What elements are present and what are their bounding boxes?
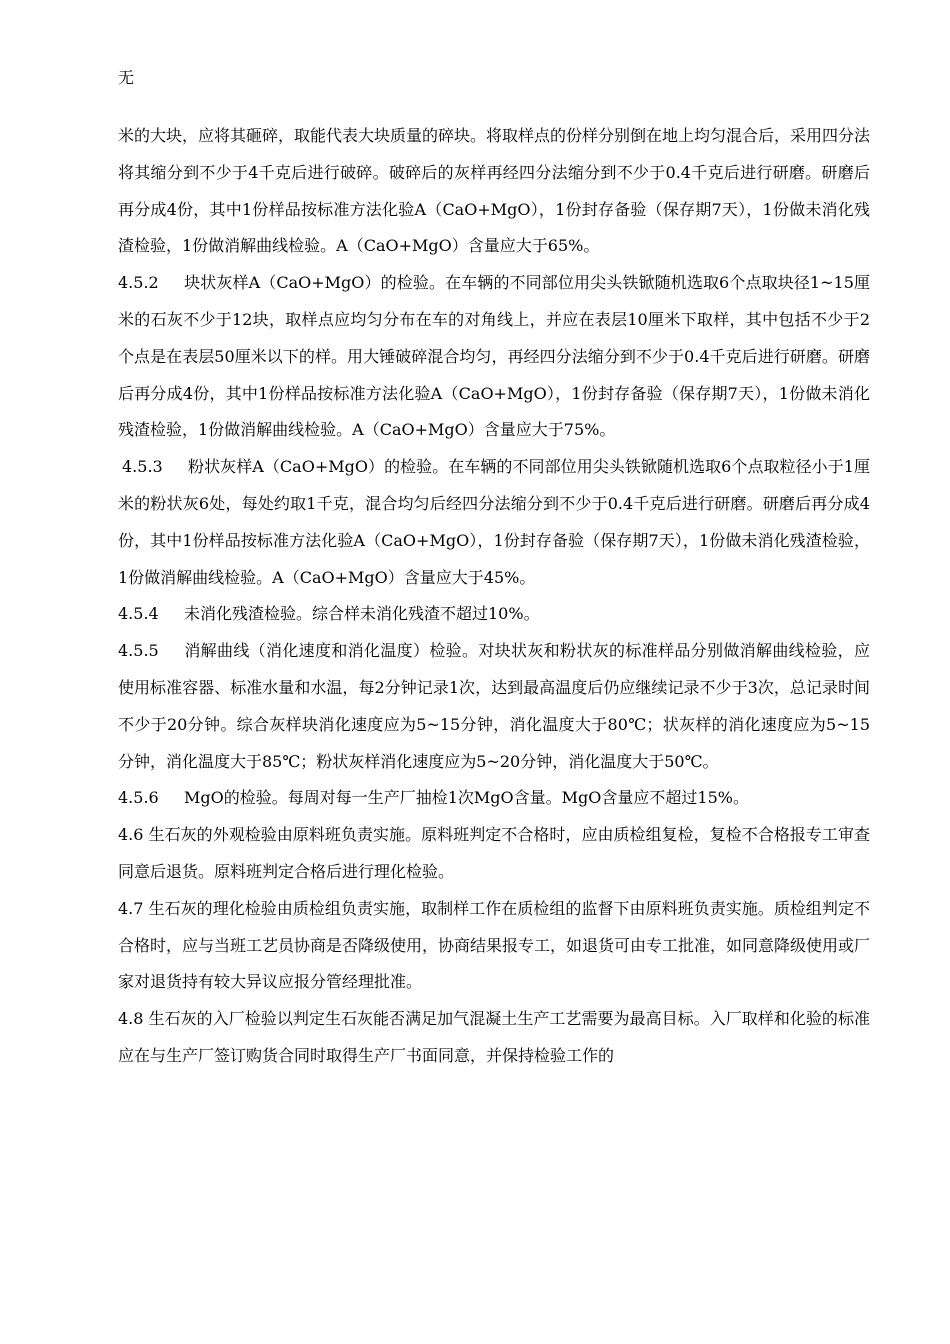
paragraph-text: 米的大块，应将其砸碎，取能代表大块质量的碎块。将取样点的份样分别倒在地上均匀混合后，采用四分法将其缩分到不少于4千克后进行破碎。破碎后的灰样再经四分法缩分到不少于0.4千克后进行研磨。研磨后再分成4份，其中1份样品按标准方法化验A（CaO+MgO），1份封存备验（保存期7天），1份做未消化残渣检验，1份做消解曲线检验。A（CaO+MgO）含量应大于65%。 <box>118 126 871 256</box>
section-4-5-6 <box>118 780 870 817</box>
section-number: 4.5.2 <box>118 273 159 293</box>
paragraph-text: 粉状灰样A（CaO+MgO）的检验。在车辆的不同部位用尖头铁锨随机选取6个点取粒径小于1厘米的粉状灰6处，每处约取1千克，混合均匀后经四分法缩分到不少于0.4千克后进行研磨。研磨后再分成4份，其中1份样品按标准方法化验A（CaO+MgO），1份封存备验（保存期7天），1份做未消化残渣检验，1份做消解曲线检验。A（CaO+MgO）含量应大于45%。 <box>118 457 870 587</box>
section-number: 4.5.3 <box>122 457 163 477</box>
paragraph-text: MgO的检验。每周对每一生产厂抽检1次MgO含量。MgO含量应不超过15%。 <box>184 788 749 808</box>
paragraph-text: 未消化残渣检验。综合样未消化残渣不超过10%。 <box>184 604 540 624</box>
document-body <box>118 118 870 1075</box>
section-4-7 <box>118 891 870 1001</box>
paragraph-text: 消解曲线（消化速度和消化温度）检验。对块状灰和粉状灰的标准样品分别做消解曲线检验，应使用标准容器、标准水量和水温，每2分钟记录1次，达到最高温度后仍应继续记录不少于3次，总记录时间不少于20分钟。综合灰样块消化速度应为5~15分钟，消化温度大于80℃；状灰样的消化速度应为5~15分钟，消化温度大于85℃；粉状灰样消化速度应为5~20分钟，消化温度大于50℃。 <box>118 641 870 771</box>
section-4-8 <box>118 1001 870 1075</box>
section-4-5-3 <box>118 449 870 596</box>
paragraph-continuation <box>118 118 870 265</box>
section-4-5-4 <box>118 596 870 633</box>
section-number: 4.8 <box>118 1009 144 1029</box>
section-number: 4.5.4 <box>118 604 159 624</box>
section-4-6 <box>118 817 870 891</box>
section-4-5-2 <box>118 265 870 449</box>
section-number: 4.6 <box>118 825 144 845</box>
page-header: 无 <box>118 68 135 87</box>
section-number: 4.7 <box>118 898 144 918</box>
paragraph-text: 生石灰的入厂检验以判定生石灰能否满足加气混凝土生产工艺需要为最高目标。入厂取样和化验的标准应在与生产厂签订购货合同时取得生产厂书面同意，并保持检验工作的 <box>118 1009 870 1065</box>
paragraph-text: 生石灰的理化检验由质检组负责实施，取制样工作在质检组的监督下由原料班负责实施。质检组判定不合格时，应与当班工艺员协商是否降级使用，协商结果报专工，如退货可由专工批准，如同意降级使用或厂家对退货持有较大异议应报分管经理批准。 <box>118 898 871 992</box>
section-number: 4.5.6 <box>118 788 159 808</box>
section-4-5-5 <box>118 633 870 780</box>
section-number: 4.5.5 <box>118 641 159 661</box>
paragraph-text: 生石灰的外观检验由原料班负责实施。原料班判定不合格时，应由质检组复检，复检不合格报专工审查同意后退货。原料班判定合格后进行理化检验。 <box>118 825 870 881</box>
paragraph-text: 块状灰样A（CaO+MgO）的检验。在车辆的不同部位用尖头铁锨随机选取6个点取块径1~15厘米的石灰不少于12块，取样点应均匀分布在车的对角线上，并应在表层10厘米下取样，其中包括不少于2个点是在表层50厘米以下的样。用大锤破碎混合均匀，再经四分法缩分到不少于0.4千克后进行研磨。研磨后再分成4份，其中1份样品按标准方法化验A（CaO+MgO），1份封存备验（保存期7天），1份做未消化残渣检验，1份做消解曲线检验。A（CaO+MgO）含量应大于75%。 <box>118 273 870 440</box>
